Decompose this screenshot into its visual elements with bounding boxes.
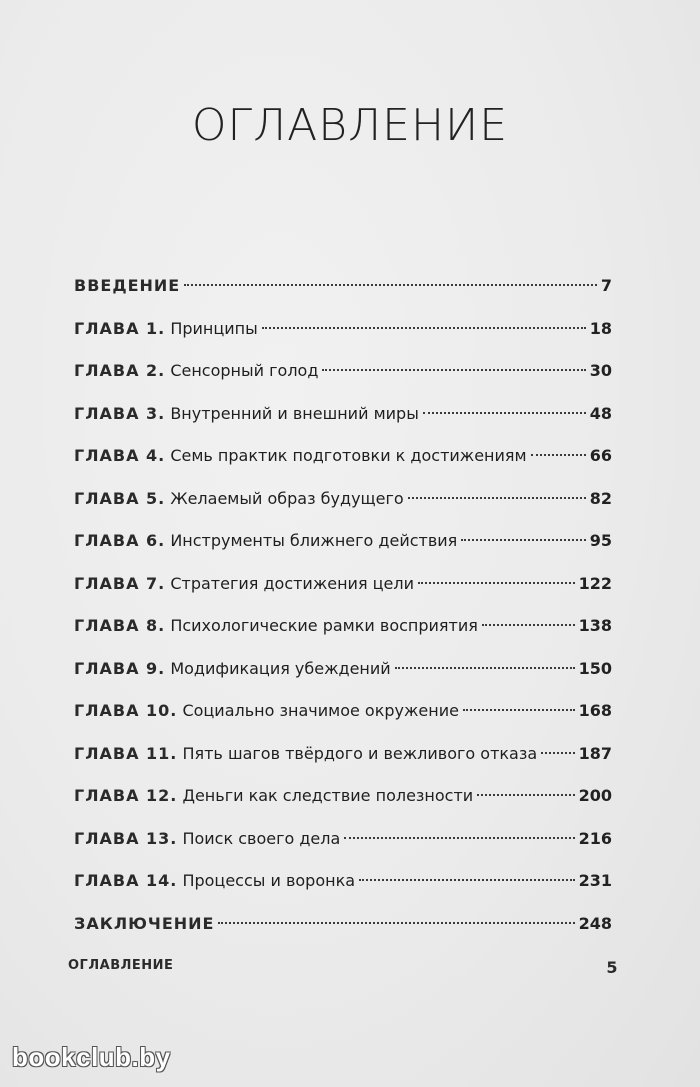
toc-entry-prefix: ГЛАВА 10.: [74, 701, 178, 720]
dot-leader: [461, 539, 585, 541]
dot-leader: [541, 752, 574, 754]
dot-leader: [477, 794, 574, 796]
toc-entry-chapter-10: [74, 691, 612, 734]
dot-leader: [344, 837, 574, 839]
dot-leader: [322, 369, 585, 371]
toc-entry-name: Сенсорный голод: [170, 361, 319, 380]
toc-entry-page: 122: [578, 573, 612, 593]
toc-entry-prefix: ГЛАВА 9.: [74, 658, 166, 678]
dot-leader: [408, 497, 586, 499]
toc-entry-chapter-1: [74, 309, 612, 352]
toc-entry-page: 168: [578, 701, 612, 720]
toc-entry-prefix: ВВЕДЕНИЕ: [74, 276, 181, 295]
toc-entry-prefix: ГЛАВА 12.: [74, 786, 178, 805]
toc-entry-prefix: ГЛАВА 7.: [74, 573, 166, 593]
toc-entry-name: Принципы: [170, 318, 258, 338]
toc-entry-name: Поиск своего дела: [182, 828, 341, 848]
dot-leader: [395, 667, 575, 669]
toc-entry-chapter-5: [74, 479, 612, 522]
dot-leader: [218, 922, 574, 924]
toc-entry-prefix: ГЛАВА 14.: [74, 871, 178, 890]
toc-entry-page: 200: [578, 786, 612, 805]
toc-entry-prefix: ГЛАВА 11.: [74, 743, 178, 763]
toc-entry-chapter-3: [74, 394, 612, 437]
dot-leader: [262, 327, 586, 329]
toc-entry-prefix: ГЛАВА 6.: [74, 531, 166, 550]
toc-entry-prefix: ГЛАВА 3.: [74, 403, 166, 423]
toc-entry-page: 138: [578, 616, 612, 635]
dot-leader: [531, 454, 586, 456]
toc-entry-name: Социально значимое окружение: [182, 701, 459, 720]
toc-entry-page: 150: [578, 658, 612, 678]
toc-entry-chapter-8: [74, 606, 612, 649]
toc-entry-chapter-13: [74, 819, 612, 862]
toc-entry-page: 248: [578, 913, 612, 933]
toc-entry-page: 95: [589, 531, 612, 550]
page-number: 5: [606, 958, 618, 977]
table-of-contents: [74, 266, 612, 946]
dot-leader: [359, 879, 575, 881]
toc-entry-page: 18: [589, 318, 612, 338]
toc-entry-name: Процессы и воронка: [182, 871, 356, 890]
toc-entry-chapter-11: [74, 734, 612, 777]
toc-entry-name: Внутренний и внешний миры: [170, 403, 419, 423]
dot-leader: [463, 709, 575, 711]
toc-entry-chapter-14: [74, 861, 612, 904]
toc-entry-prefix: ГЛАВА 4.: [74, 446, 166, 465]
toc-entry-prefix: ГЛАВА 8.: [74, 616, 166, 635]
toc-entry-name: Модификация убеждений: [170, 658, 391, 678]
toc-entry-name: Стратегия достижения цели: [170, 573, 415, 593]
toc-entry-prefix: ГЛАВА 2.: [74, 361, 166, 380]
toc-entry-name: Пять шагов твёрдого и вежливого отказа: [182, 743, 538, 763]
toc-entry-chapter-2: [74, 351, 612, 394]
running-footer-title: ОГЛАВЛЕНИЕ: [68, 958, 174, 973]
toc-entry-name: Семь практик подготовки к достижениям: [170, 446, 527, 465]
toc-entry-name: Психологические рамки восприятия: [170, 616, 478, 635]
toc-entry-page: 48: [589, 403, 612, 423]
toc-entry-page: 82: [589, 488, 612, 508]
toc-entry-page: 66: [589, 446, 612, 465]
toc-entry-chapter-6: [74, 521, 612, 564]
toc-entry-prefix: ЗАКЛЮЧЕНИЕ: [74, 913, 215, 933]
toc-entry-prefix: ГЛАВА 13.: [74, 828, 178, 848]
dot-leader: [418, 582, 575, 584]
toc-entry-name: Деньги как следствие полезности: [182, 786, 474, 805]
watermark: bookclub.by: [12, 1042, 171, 1072]
page-footer: [68, 958, 618, 977]
toc-entry-name: Желаемый образ будущего: [170, 488, 404, 508]
toc-entry-prefix: ГЛАВА 1.: [74, 318, 166, 338]
dot-leader: [184, 284, 597, 286]
toc-entry-conclusion: [74, 904, 612, 947]
toc-entry-chapter-7: [74, 564, 612, 607]
toc-entry-introduction: [74, 266, 612, 309]
toc-entry-prefix: ГЛАВА 5.: [74, 488, 166, 508]
toc-entry-page: 231: [578, 871, 612, 890]
page-title: ОГЛАВЛЕНИЕ: [191, 100, 509, 151]
toc-entry-page: 216: [578, 828, 612, 848]
toc-entry-name: Инструменты ближнего действия: [170, 531, 458, 550]
toc-entry-page: 30: [589, 361, 612, 380]
toc-entry-chapter-12: [74, 776, 612, 819]
toc-entry-chapter-9: [74, 649, 612, 692]
dot-leader: [423, 412, 586, 414]
dot-leader: [482, 624, 575, 626]
toc-entry-page: 7: [600, 276, 612, 295]
toc-entry-page: 187: [578, 743, 612, 763]
toc-entry-chapter-4: [74, 436, 612, 479]
